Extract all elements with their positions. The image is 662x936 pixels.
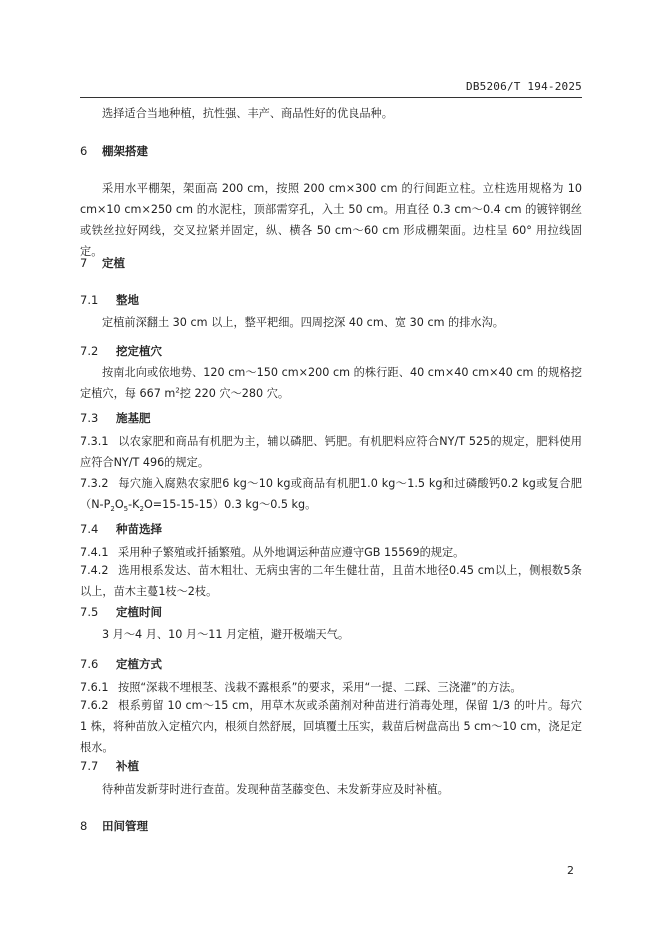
section-7-6-heading — [80, 656, 582, 672]
section-7-1-heading — [80, 292, 582, 308]
intro-paragraph: 选择适合当地种植，抗性强、丰产、商品性好的优良品种。 — [102, 107, 393, 120]
section-number: 7.4 — [80, 522, 99, 536]
section-7-4-1-paragraph: 7.4.1 采用种子繁殖或扦插繁殖。从外地调运种苗应遵守GB 15569的规定。 — [80, 542, 582, 563]
section-7-3-heading — [80, 410, 582, 426]
section-7-7-heading — [80, 758, 582, 774]
page-number: 2 — [567, 864, 574, 877]
clause-number: 7.6.2 — [80, 699, 109, 712]
section-8-heading — [80, 818, 582, 834]
section-title: 整地 — [116, 293, 139, 307]
section-7-1-paragraph: 定植前深翻土 30 cm 以上，整平耙细。四周挖深 40 cm、宽 30 cm 的排水沟。 — [102, 316, 504, 329]
header-rule — [80, 97, 582, 98]
section-number: 7.2 — [80, 344, 99, 358]
section-number: 7.1 — [80, 293, 99, 307]
section-7-4-2-paragraph: 7.4.2 选用根系发达、苗木粗壮、无病虫害的二年生健壮苗，且苗木地径0.45 cm以上，侧根数5条以上，苗木主蔓1枝～2枝。 — [80, 560, 582, 602]
clause-number: 7.3.1 — [80, 435, 109, 448]
section-7-3-2-paragraph: 7.3.2 每穴施入腐熟农家肥6 kg～10 kg或商品有机肥1.0 kg～1.5 kg和过磷酸钙0.2 kg或复合肥$(N-P_2O_5-K_2O=15-15-15)0.3$ kg～0.5 kg。 — [80, 473, 582, 515]
clause-number: 7.6.1 — [80, 681, 109, 694]
section-7-4-heading — [80, 521, 582, 537]
section-title: 施基肥 — [116, 411, 151, 425]
document-code: DB5206/T 194-2025 — [466, 80, 582, 93]
section-number: 7 — [80, 256, 88, 270]
section-7-heading — [80, 255, 582, 271]
section-number: 7.6 — [80, 657, 99, 671]
section-number: 6 — [80, 144, 88, 158]
clause-number: 7.4.1 — [80, 546, 109, 559]
section-title: 补植 — [116, 759, 139, 773]
section-7-7-paragraph: 待种苗发新芽时进行查苗。发现种苗茎藤变色、未发新芽应及时补植。 — [102, 783, 449, 796]
section-7-5-heading — [80, 604, 582, 620]
section-title: 定植方式 — [116, 657, 162, 671]
section-number: 7.7 — [80, 759, 99, 773]
section-7-6-1-paragraph: 7.6.1 按照“深栽不埋根茎、浅栽不露根系”的要求，采用“一提、二踩、三浇灌”的方法。 — [80, 677, 582, 698]
section-6-heading — [80, 143, 582, 159]
clause-number: 7.3.2 — [80, 477, 109, 490]
clause-number: 7.4.2 — [80, 564, 109, 577]
section-title: 种苗选择 — [116, 522, 162, 536]
section-title: 棚架搭建 — [102, 144, 148, 158]
section-number: 8 — [80, 819, 88, 833]
section-title: 挖定植穴 — [116, 344, 162, 358]
section-title: 定植 — [102, 256, 125, 270]
section-7-2-heading — [80, 343, 582, 359]
section-number: 7.5 — [80, 605, 99, 619]
section-number: 7.3 — [80, 411, 99, 425]
section-7-3-1-paragraph: 7.3.1 以农家肥和商品有机肥为主，辅以磷肥、钙肥。有机肥料应符合NY/T 525的规定，肥料使用应符合NY/T 496的规定。 — [80, 431, 582, 473]
section-7-5-paragraph: 3 月～4 月、10 月～11 月定植，避开极端天气。 — [102, 628, 350, 641]
section-7-6-2-paragraph: 7.6.2 根系剪留 10 cm～15 cm，用草木灰或杀菌剂对种苗进行消毒处理，保留 1/3 的叶片。每穴 1 株，将种苗放入定植穴内，根须自然舒展，回填覆土压实，栽苗后树盘高出 5 cm～10 cm，浇足定根水。 — [80, 695, 582, 758]
section-title: 定植时间 — [116, 605, 162, 619]
section-6-paragraph: 采用水平棚架，架面高 200 cm，按照 200 cm×300 cm 的行间距立柱。立柱选用规格为 10 cm×10 cm×250 cm 的水泥柱，顶部需穿孔，入土 50 cm。用直径 0.3 cm～0.4 cm 的镀锌钢丝或铁丝拉好网线，交叉拉紧并固定，纵、横各 50 cm～60 cm 形成棚架面。边柱呈 60° 用拉线固定。 — [80, 182, 582, 258]
section-7-2-paragraph: 按南北向或依地势、120 cm～150 cm×200 cm 的株行距、40 cm×40 cm×40 cm 的规格挖定植穴，每 667 $m^2$挖 220 穴～280 穴。 — [80, 366, 582, 400]
section-title: 田间管理 — [102, 819, 148, 833]
